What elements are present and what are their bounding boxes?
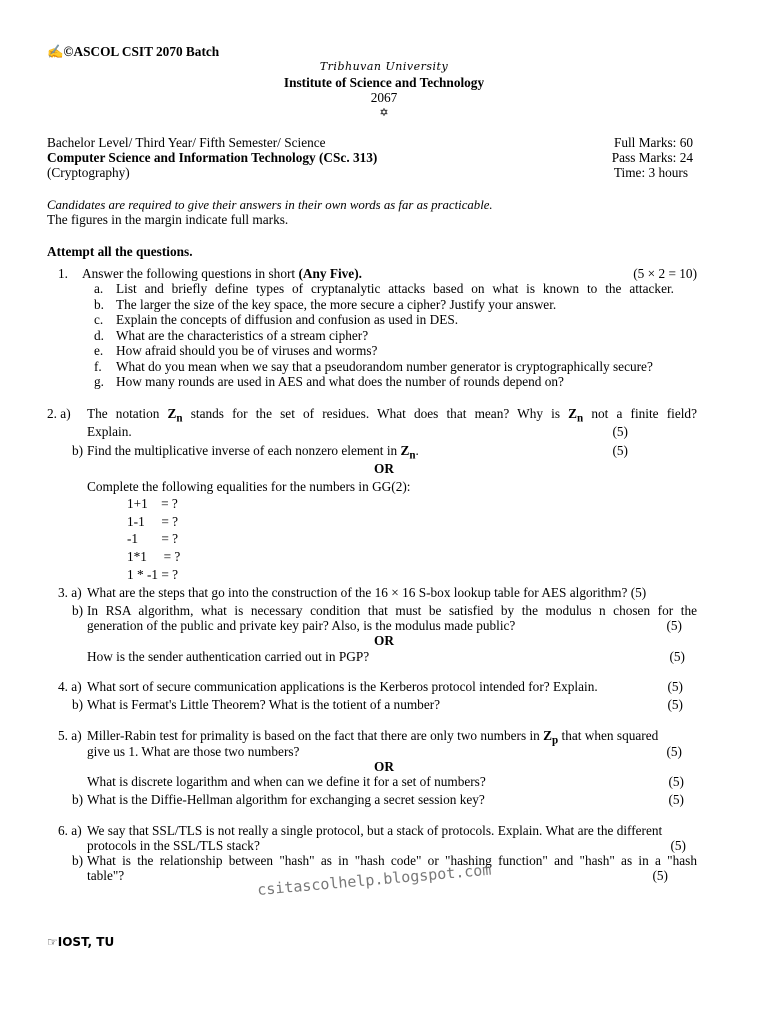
q2-number: 2. a) <box>47 406 71 421</box>
q3-alt-text: How is the sender authentication carried out in PGP? <box>87 649 370 664</box>
q5-alt-text: What is discrete logarithm and when can we define it for a set of numbers? <box>87 774 486 789</box>
exam-time: Time: 3 hours <box>613 165 688 180</box>
q1-item-label: b. <box>94 296 104 312</box>
q1-item-text: The larger the size of the key space, the more secure a cipher? Justify your answer. <box>116 296 557 312</box>
q6b-marks: (5) <box>652 868 668 883</box>
q2b-label: b) <box>72 443 84 458</box>
q5a-marks: (5) <box>666 744 682 759</box>
q6b-line1: What is the relationship between "hash" as in "hash code" or "hashing function" and "hash" as in a "hash <box>87 853 697 868</box>
q3b-label: b) <box>72 603 84 618</box>
exam-year: 2067 <box>370 90 398 105</box>
pass-marks: Pass Marks: 24 <box>611 150 693 165</box>
q5a-line1: Miller-Rabin test for primality is based on the fact that there are only two numbers in $Z_p$ that when squared <box>87 728 659 747</box>
q2-alt-text: Complete the following equalities for the numbers in GG(2): <box>87 479 411 494</box>
q1-item-text: List and briefly define types of cryptanalytic attacks based on what is known to the attacker. <box>116 281 674 296</box>
q2b-marks: (5) <box>612 443 628 458</box>
q4a-marks: (5) <box>667 679 683 694</box>
q4a-text: What sort of secure communication applications is the Kerberos protocol intended for? Explain. <box>87 679 598 694</box>
level-text: Bachelor Level/ Third Year/ Fifth Semester/ Science <box>47 135 326 150</box>
q2a-marks: (5) <box>612 424 628 439</box>
q4b-marks: (5) <box>667 697 683 712</box>
q2-equality: 1+1 = ? <box>127 496 178 511</box>
q4-number: 4. a) <box>58 679 82 694</box>
q1-item-label: a. <box>94 281 104 296</box>
q2b-text: Find the multiplicative inverse of each nonzero element in $Z_n$. <box>87 443 419 462</box>
q1-marks: (5 × 2 = 10) <box>633 266 697 281</box>
q2-equality: 1*1 = ? <box>127 549 181 565</box>
q3b-line1: In RSA algorithm, what is necessary condition that must be satisfied by the modulus n chosen for the <box>87 603 697 618</box>
q5b-marks: (5) <box>668 792 684 807</box>
q1-item-label: e. <box>94 343 104 358</box>
q4b-text: What is Fermat's Little Theorem? What is the totient of a number? <box>87 697 441 712</box>
q6a-marks: (5) <box>670 838 686 853</box>
institute-name: Institute of Science and Technology <box>283 75 485 90</box>
q1-number: 1. <box>58 266 68 281</box>
subject-text: (Cryptography) <box>47 165 130 180</box>
instruction-line1: Candidates are required to give their answers in their own words as far as practicable. <box>47 198 493 212</box>
course-text: Computer Science and Information Technology (CSc. 313) <box>47 150 378 165</box>
q6a-line2: protocols in the SSL/TLS stack? <box>87 838 260 853</box>
q6a-line1: We say that SSL/TLS is not really a single protocol, but a stack of protocols. Explain. What are the different <box>87 823 663 838</box>
q5-number: 5. a) <box>58 728 82 743</box>
q3b-marks: (5) <box>666 618 682 633</box>
university-name: Tribhuvan University <box>319 60 449 73</box>
q1-item-text: How afraid should you be of viruses and worms? <box>116 343 378 358</box>
full-marks: Full Marks: 60 <box>613 135 693 150</box>
q1-item-text: What do you mean when we say that a pseudorandom number generator is cryptographically secure? <box>116 358 653 374</box>
instruction-line2: The figures in the margin indicate full marks. <box>47 212 289 227</box>
attempt-all: Attempt all the questions. <box>47 244 193 259</box>
q1-item-label: g. <box>94 374 104 389</box>
q5-alt-marks: (5) <box>668 774 684 789</box>
q1-item-text: Explain the concepts of diffusion and confusion as used in DES. <box>116 312 459 327</box>
q3-or: OR <box>374 633 394 648</box>
q6-number: 6. a) <box>58 823 82 838</box>
batch-label: ✍©ASCOL CSIT 2070 Batch <box>47 44 220 59</box>
q3-alt-marks: (5) <box>669 649 685 664</box>
q5-or: OR <box>374 759 394 774</box>
q2-equality: -1 = ? <box>127 531 179 547</box>
q6b-label: b) <box>72 853 84 868</box>
q3a-text: What are the steps that go into the construction of the 16 × 16 S-box lookup table for AES algorithm? (5) <box>87 585 647 600</box>
star-icon: ✡ <box>379 107 389 119</box>
q3b-line2: generation of the public and private key pair? Also, is the modulus made public? <box>87 618 516 633</box>
q2a-line1: The notation $Z_n$ stands for the set of residues. What does that mean? Why is $Z_n$ not a finite field? <box>87 406 697 425</box>
q1-item-text: What are the characteristics of a stream cipher? <box>116 327 369 343</box>
q1-item-label: c. <box>94 312 104 327</box>
footer-iost: ☞IOST, TU <box>47 935 115 949</box>
q2a-line2: Explain. <box>87 424 132 439</box>
q5b-label: b) <box>72 792 84 807</box>
q1-text: Answer the following questions in short (Any Five). <box>82 266 362 281</box>
blog-watermark: csitascolhelp.blogspot.com <box>256 860 493 899</box>
q1-item-label: f. <box>94 358 102 374</box>
q1-item-label: d. <box>94 327 104 343</box>
q1-item-text: How many rounds are used in AES and what does the number of rounds depend on? <box>116 374 564 389</box>
q5b-text: What is the Diffie-Hellman algorithm for exchanging a secret session key? <box>87 792 485 807</box>
q4b-label: b) <box>72 697 84 712</box>
q2-equality: 1-1 = ? <box>127 513 179 529</box>
q5a-line2: give us 1. What are those two numbers? <box>87 744 300 759</box>
q2-equality: 1 * -1 = ? <box>127 566 179 582</box>
q2-or: OR <box>374 461 394 476</box>
q6b-line2: table"? <box>87 868 125 883</box>
q3-number: 3. a) <box>58 585 82 600</box>
